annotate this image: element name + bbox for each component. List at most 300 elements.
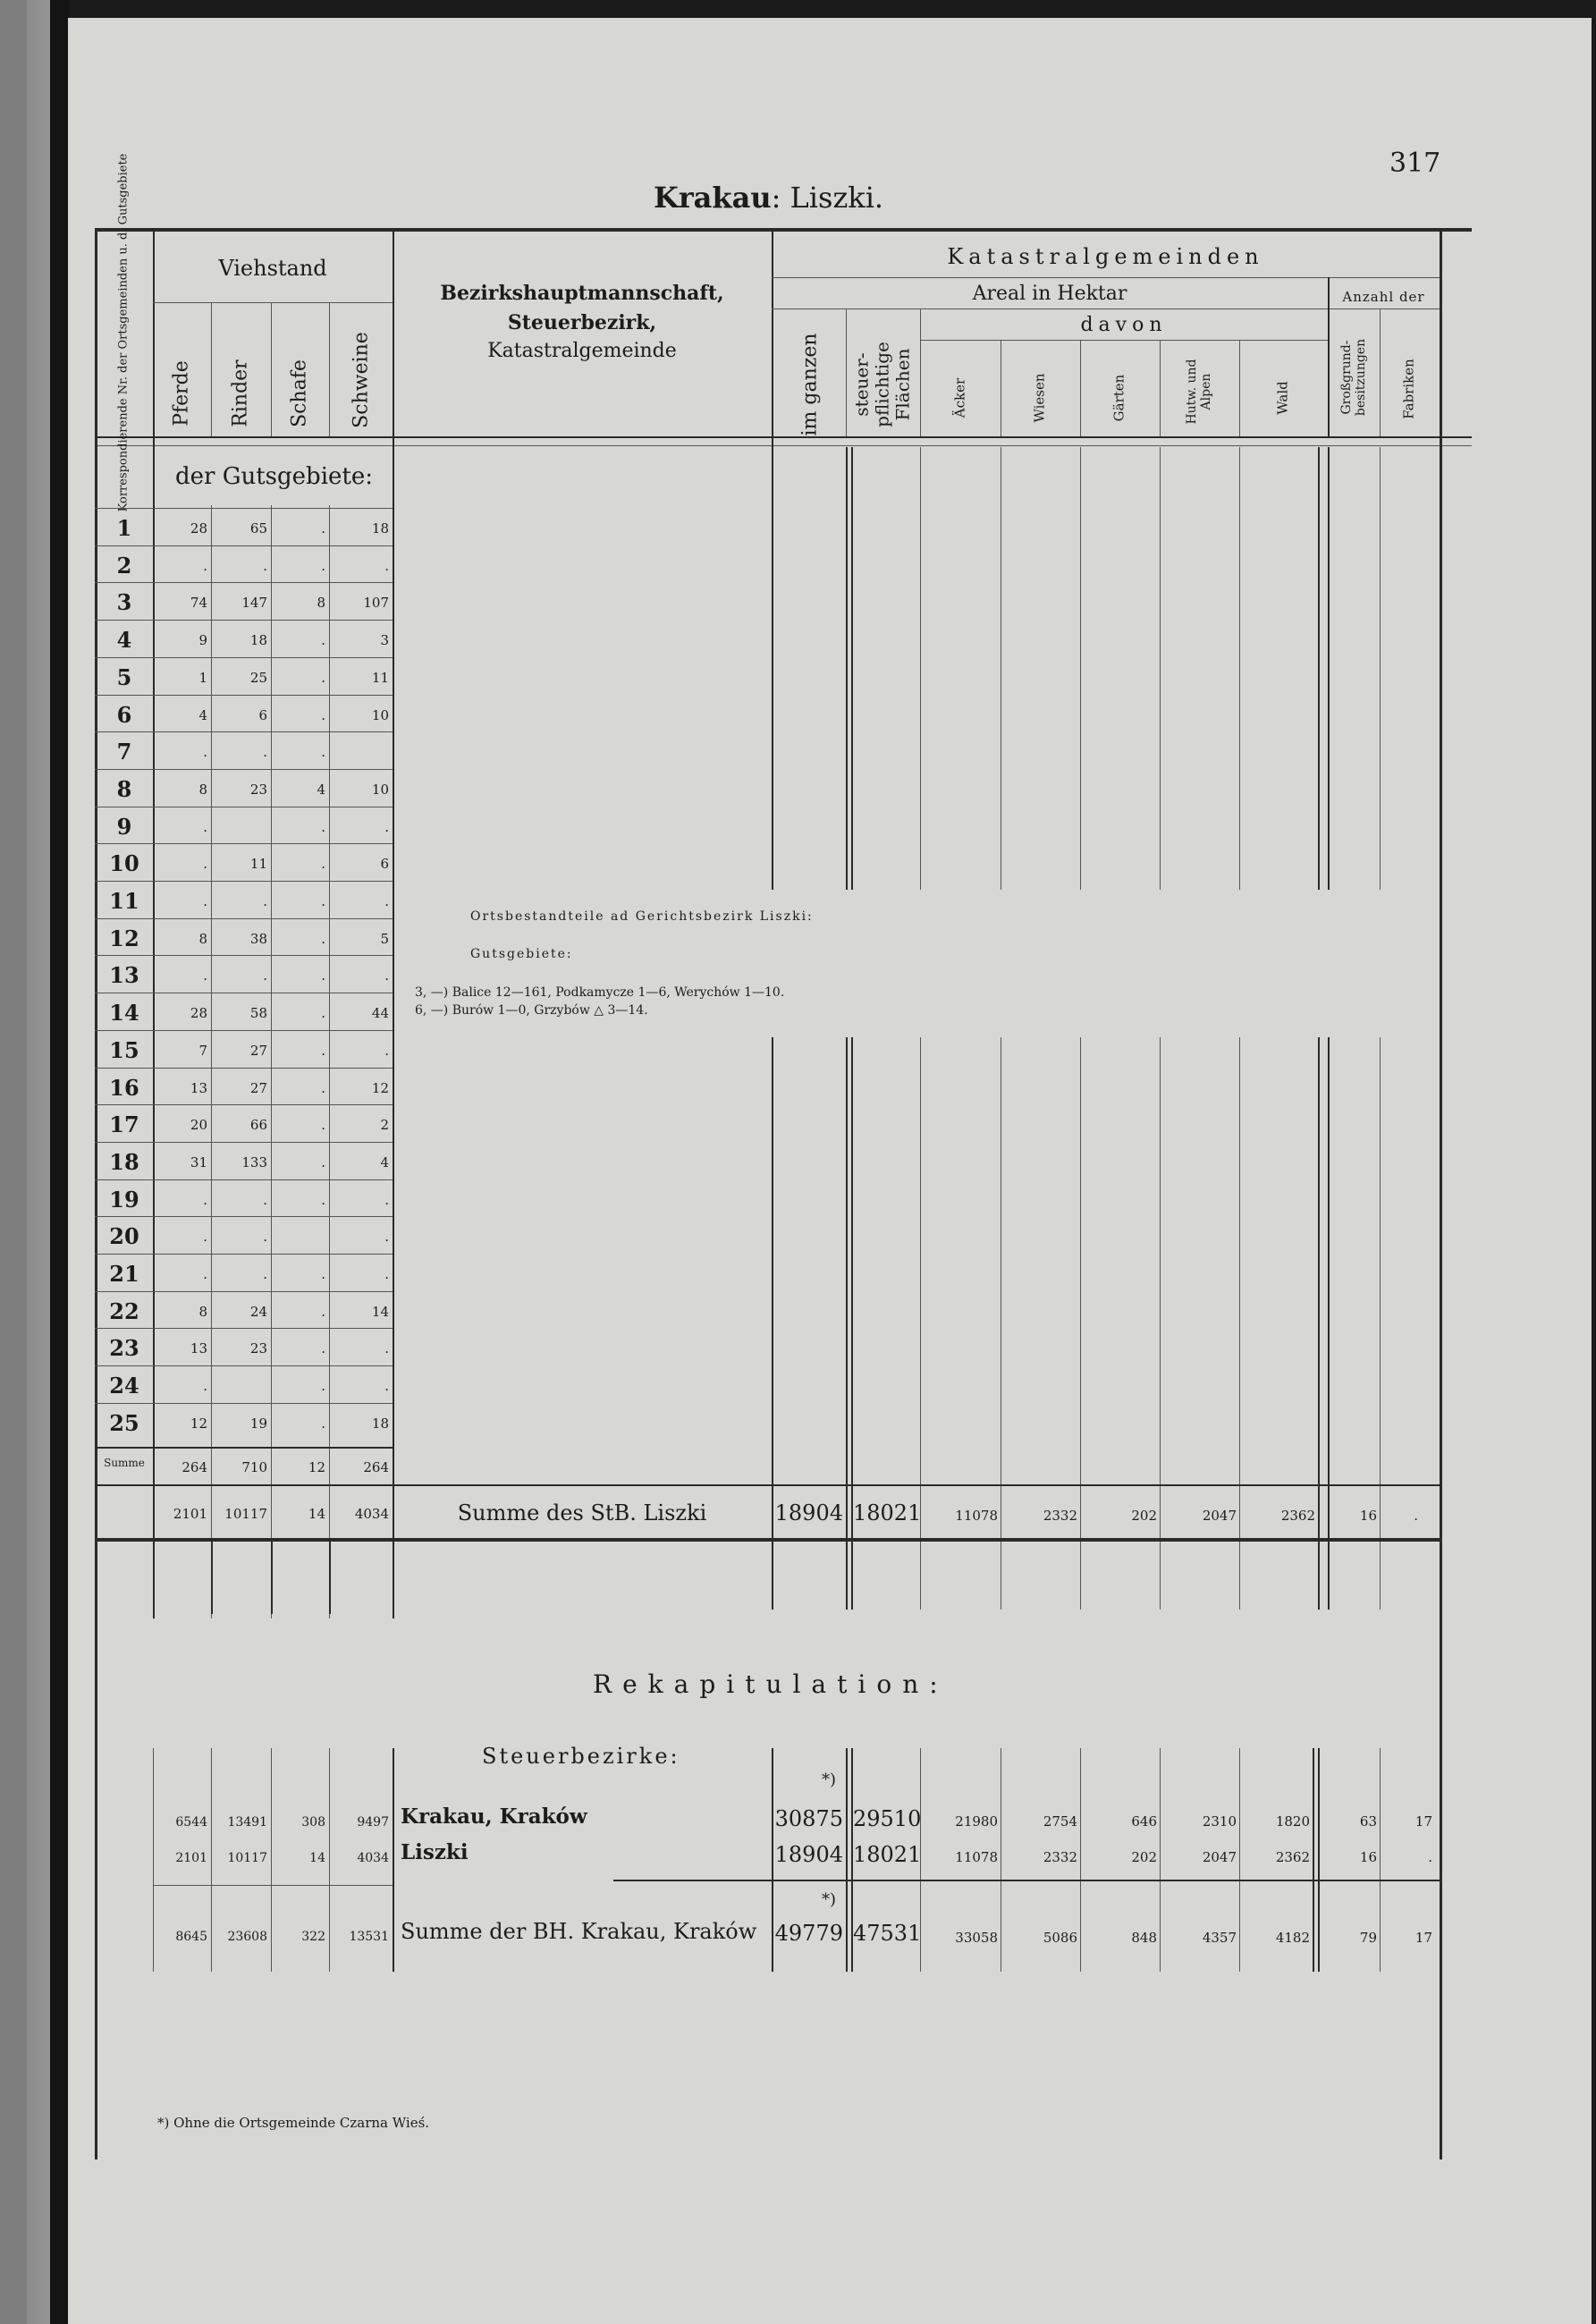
cell-schweine: . [384,819,389,835]
notes-line3: 3, —) Balice 12—161, Podkamycze 1—6, Werychów 1—10. [415,985,785,1000]
rekap-steuerpfl: 18021 [853,1842,922,1867]
cell-schweine: 11 [371,670,389,686]
table-right-border [1440,228,1442,2159]
rekap-im-ganzen: 30875 [774,1806,843,1831]
cell-schafe: . [321,1340,325,1356]
header-davon: davon [1080,314,1168,336]
rekap-total-hutw: 4357 [1202,1930,1237,1946]
cell-schweine: 44 [371,1005,389,1021]
kat-col-8 [1380,308,1381,436]
row-number: 22 [109,1298,139,1324]
stb-gaerten: 202 [1131,1508,1157,1524]
rekap-col-7 [846,1748,848,1972]
cell-schafe: . [321,1154,325,1170]
cell-pferde: . [203,819,207,835]
rekap-fabriken: 17 [1414,1813,1432,1830]
cell-rinder: . [263,1192,267,1208]
tail-col-1 [153,1538,155,1614]
row-number: 7 [116,739,132,765]
header-korr-nr: Korrespondierende Nr. der Ortsgemeinden u. d. Gutsgebiete [116,153,131,512]
cell-rinder: 58 [249,1005,267,1021]
cell-pferde: 13 [190,1340,207,1356]
kat-col-1 [846,308,847,436]
rekap-schafe: 308 [301,1815,325,1830]
body-vieh-col-1 [211,505,212,1618]
cell-rinder: . [263,558,267,574]
cell-schafe: . [321,1005,325,1021]
row-rule [95,843,393,844]
row-rule [95,1179,393,1180]
cell-pferde: 4 [198,707,207,723]
rekap-asterisk: *) [822,1770,837,1789]
row-rule [95,955,393,956]
left-page-strip [0,0,27,2324]
notes-line4: 6, —) Burów 1—0, Grzybów △ 3—14. [415,1003,648,1018]
body-col-j-lower [1380,1037,1381,1610]
body-col-g-lower [1239,1037,1240,1610]
row-number: 4 [116,627,132,653]
rekap-sum-rule-left [153,1885,393,1886]
cell-rinder: 11 [249,856,267,872]
row-rule [95,769,393,770]
cell-pferde: 28 [190,1005,207,1021]
header-bh-line1: Bezirkshauptmannschaft, [440,282,724,305]
rekap-total-gaerten: 848 [1131,1930,1157,1946]
cell-pferde: 12 [190,1416,207,1432]
row-rule [95,545,393,546]
stb-im-ganzen: 18904 [774,1500,843,1525]
stb-bottom-rule [95,1538,1440,1542]
cell-schafe: . [321,670,325,686]
section-label: der Gutsgebiete: [175,463,373,490]
rekap-gross: 16 [1359,1849,1377,1865]
summe-schafe: 12 [308,1459,325,1475]
row-number: 13 [109,962,139,988]
cell-schafe: . [321,1416,325,1432]
header-hutw: Hutw. und Alpen [1184,359,1213,425]
cell-pferde: 7 [198,1043,207,1059]
row-number: 18 [109,1149,139,1175]
vieh-col-3 [329,302,330,436]
cell-schweine: 12 [371,1080,389,1096]
cell-schweine: . [384,968,389,984]
cell-schweine: . [384,1043,389,1059]
header-schweine: Schweine [350,332,373,428]
row-rule [95,657,393,658]
cell-rinder: 133 [241,1154,267,1170]
cell-pferde: . [203,1266,207,1282]
rekap-col-6 [772,1748,773,1972]
stb-aecker: 11078 [955,1508,998,1524]
cell-rinder: 65 [249,520,267,537]
cell-schafe: . [321,1378,325,1394]
stb-schweine: 4034 [354,1506,389,1522]
stb-hutw: 2047 [1202,1508,1237,1524]
body-col-j [1380,447,1381,890]
rekap-total-gross: 79 [1359,1930,1377,1946]
rekap-aecker: 21980 [955,1813,998,1830]
row-number: 15 [109,1037,139,1063]
cell-schafe: . [321,707,325,723]
body-col-i-lower [1328,1037,1330,1610]
rekap-gaerten: 646 [1131,1813,1157,1830]
cell-schafe: 8 [317,595,325,611]
row-rule [95,1365,393,1366]
cell-schafe: . [321,1080,325,1096]
cell-schafe: . [321,1043,325,1059]
tail-col-5 [393,1538,394,1614]
rekap-schafe: 14 [309,1851,325,1865]
rekap-pferde: 6544 [175,1815,207,1830]
row-number: 3 [116,589,132,615]
cell-schweine: . [384,558,389,574]
cell-schweine: . [384,893,389,909]
notes-line2: Gutsgebiete: [470,947,573,961]
row-number: 5 [116,664,132,690]
tail-col-4 [329,1538,331,1614]
rekap-hutw: 2047 [1202,1849,1237,1865]
cell-rinder: 19 [249,1416,267,1432]
cell-schweine: 5 [380,931,389,947]
cell-rinder: 18 [249,632,267,648]
stb-top-rule [393,1484,1440,1486]
rekap-col-11 [1160,1748,1161,1972]
rekap-total-schafe: 322 [301,1930,325,1944]
row-rule [95,731,393,732]
page-title [654,181,884,215]
cell-rinder: 24 [249,1304,267,1320]
kat-col-4 [1080,340,1081,436]
tail-col-3 [271,1538,273,1614]
body-col-f-lower [1160,1037,1161,1610]
rekap-fabriken: . [1428,1849,1432,1865]
row-number: 2 [116,553,132,579]
cell-schweine: . [384,1340,389,1356]
rekap-total-pferde: 8645 [175,1930,207,1944]
row-rule [95,582,393,583]
body-col-h-lower [1318,1037,1320,1610]
body-col-e-lower [1080,1037,1081,1610]
cell-rinder: . [263,744,267,760]
body-col-e [1080,447,1081,890]
rekap-total-steuerpfl: 47531 [853,1921,922,1946]
header-bh-line3: Katastralgemeinde [487,340,677,362]
row-rule [95,1291,393,1292]
cell-rinder: 23 [249,1340,267,1356]
row-rule [95,620,393,621]
summe-label: Summe [104,1457,145,1469]
body-col-i [1328,447,1330,890]
row-rule [95,1030,393,1031]
row-number: 21 [109,1261,139,1287]
rekap-total-schweine: 13531 [349,1930,389,1944]
header-aecker: Äcker [951,377,968,418]
body-col-h [1318,447,1320,890]
kat-col-6 [1239,340,1240,436]
rekap-col-13b [1318,1748,1320,1972]
body-col-c [920,447,921,890]
summe-schweine: 264 [363,1459,389,1475]
cell-pferde: 8 [198,1304,207,1320]
vieh-col-2 [271,302,272,436]
body-col-f [1160,447,1161,890]
row-number: 10 [109,850,139,876]
rekap-schweine: 4034 [357,1851,389,1865]
rekap-title: Rekapitulation: [593,1669,949,1699]
tail-col-2 [211,1538,213,1614]
cell-pferde: . [203,558,207,574]
cell-schweine: 10 [371,782,389,798]
cell-rinder: 23 [249,782,267,798]
rekap-col-2 [211,1748,212,1972]
cell-pferde: . [203,968,207,984]
rekap-gaerten: 202 [1131,1849,1157,1865]
cell-pferde: 13 [190,1080,207,1096]
rekap-subtitle: Steuerbezirke: [482,1744,680,1769]
cell-schweine: 107 [363,595,389,611]
rekap-col-12 [1239,1748,1240,1972]
row-rule [95,1142,393,1143]
cell-pferde: 74 [190,595,207,611]
title-colon: : [771,181,781,215]
cell-pferde: 20 [190,1117,207,1133]
cell-pferde: . [203,856,207,872]
cell-rinder: 25 [249,670,267,686]
cell-schafe: . [321,1117,325,1133]
cell-schafe: . [321,819,325,835]
title-sub: Liszki. [790,181,884,215]
cell-schweine: 2 [380,1117,389,1133]
stb-rinder: 10117 [224,1506,267,1522]
table-top-rule [95,228,1472,232]
stb-steuerpfl: 18021 [853,1500,922,1525]
body-col-a [772,447,773,890]
footnote: *) Ohne die Ortsgemeinde Czarna Wieś. [157,2115,430,2131]
col-nr-right [153,228,155,1618]
cell-schafe: . [321,856,325,872]
cell-pferde: . [203,744,207,760]
cell-schafe: . [321,744,325,760]
row-number: 20 [109,1223,139,1249]
row-number: 19 [109,1187,139,1213]
cell-pferde: . [203,893,207,909]
row-number: 6 [116,702,132,728]
header-areal: Areal in Hektar [972,283,1127,305]
title-main: Krakau [654,181,772,215]
col-schweine-right [393,228,394,1618]
row-number: 14 [109,1000,139,1026]
stb-fabriken: . [1414,1508,1418,1524]
katastral-sub-rule [772,277,1440,278]
header-katastral: Katastralgemeinden [947,244,1264,269]
stb-pferde: 2101 [173,1506,207,1522]
rekap-col-1 [153,1748,154,1972]
cell-rinder: 38 [249,931,267,947]
rekap-wald: 1820 [1275,1813,1310,1830]
cell-pferde: 9 [198,632,207,648]
row-number: 25 [109,1410,139,1436]
rekap-total-asterisk: *) [822,1890,837,1909]
rekap-col-14 [1380,1748,1381,1972]
page-number: 317 [1389,148,1441,179]
cell-rinder: 66 [249,1117,267,1133]
row-rule [95,1216,393,1217]
row-rule [95,695,393,696]
body-vieh-col-3 [329,505,330,1618]
rekap-aecker: 11078 [955,1849,998,1865]
cell-schafe: . [321,1266,325,1282]
cell-schweine: 6 [380,856,389,872]
cell-schweine: . [384,1192,389,1208]
stb-wiesen: 2332 [1043,1508,1077,1524]
row-number: 24 [109,1373,139,1399]
stb-gross: 16 [1359,1508,1377,1524]
rekap-col-13 [1313,1748,1314,1972]
cell-pferde: . [203,1378,207,1394]
rekap-total-aecker: 33058 [955,1930,998,1946]
rekap-total-im-ganzen: 49779 [774,1921,843,1946]
cell-pferde: 31 [190,1154,207,1170]
rekap-total-fabriken: 17 [1414,1930,1432,1946]
row-rule [95,508,393,509]
header-steuerpfl: steuer- pflichtige Flächen [850,342,914,427]
header-anzahl: Anzahl der [1342,289,1425,305]
header-wiesen: Wiesen [1031,373,1048,423]
cell-rinder: . [263,968,267,984]
rekap-total-wald: 4182 [1275,1930,1310,1946]
header-pferde: Pferde [170,360,193,427]
cell-rinder: 27 [249,1043,267,1059]
summe-pferde: 264 [182,1459,207,1475]
cell-schafe: . [321,520,325,537]
cell-schafe: . [321,632,325,648]
rekap-total-wiesen: 5086 [1043,1930,1077,1946]
rekap-label: Liszki [401,1840,469,1864]
header-bh-line2: Steuerbezirk, [507,311,657,334]
row-number: 1 [116,515,132,541]
cell-schafe: . [321,931,325,947]
cell-pferde: 8 [198,782,207,798]
row-rule [95,1328,393,1329]
rekap-gross: 63 [1359,1813,1377,1830]
row-number: 17 [109,1111,139,1137]
cell-schweine: 18 [371,1416,389,1432]
cell-rinder: 147 [241,595,267,611]
cell-schafe: . [321,1304,325,1320]
row-rule [95,1068,393,1069]
rekap-wald: 2362 [1275,1849,1310,1865]
body-col-g [1239,447,1240,890]
summe-top-rule [95,1447,393,1449]
cell-schafe: . [321,893,325,909]
rekap-col-4 [329,1748,330,1972]
rekap-col-5 [393,1748,394,1972]
body-col-b-lower [846,1037,848,1610]
header-rinder: Rinder [229,359,252,427]
rekap-wiesen: 2332 [1043,1849,1077,1865]
rekap-label: Krakau, Kraków [401,1804,587,1829]
row-number: 12 [109,925,139,951]
row-number: 8 [116,776,132,802]
row-number: 23 [109,1335,139,1361]
header-bottom-rule-2 [95,445,1472,446]
cell-rinder: . [263,893,267,909]
header-grossgrund: Großgrund- besitzungen [1338,338,1368,417]
cell-schweine: . [384,1229,389,1245]
cell-pferde: 1 [198,670,207,686]
stb-wald: 2362 [1280,1508,1315,1524]
cell-rinder: . [263,1229,267,1245]
body-col-b [846,447,848,890]
rekap-schweine: 9497 [357,1815,389,1830]
header-fabriken: Fabriken [1400,359,1417,419]
header-wald: Wald [1274,381,1291,415]
cell-schweine: 4 [380,1154,389,1170]
rekap-pferde: 2101 [175,1851,207,1865]
rekap-wiesen: 2754 [1043,1813,1077,1830]
page [68,18,1592,2324]
rekap-rinder: 10117 [227,1851,267,1865]
header-schafe: Schafe [288,359,311,427]
rekap-sum-rule [613,1880,1440,1881]
cell-schweine: 3 [380,632,389,648]
cell-schafe: . [321,968,325,984]
areal-sub-rule [772,308,1440,309]
cell-schafe: . [321,1192,325,1208]
notes-line1: Ortsbestandteile ad Gerichtsbezirk Liszki: [470,909,814,924]
cell-pferde: 28 [190,520,207,537]
header-viehstand: Viehstand [218,256,327,281]
rekap-col-3 [271,1748,272,1972]
cell-pferde: 8 [198,931,207,947]
body-col-a-lower [772,1037,773,1610]
stb-schafe: 14 [308,1506,325,1522]
row-rule [95,881,393,882]
cell-schweine: . [384,1378,389,1394]
row-number: 11 [109,888,139,914]
cell-rinder: 27 [249,1080,267,1096]
row-rule [95,1254,393,1255]
cell-pferde: . [203,1229,207,1245]
rekap-steuerpfl: 29510 [853,1806,922,1831]
body-vieh-col-2 [271,505,272,1618]
header-bottom-rule [95,436,1472,438]
kat-col-5 [1160,340,1161,436]
stb-label: Summe des StB. Liszki [457,1500,707,1525]
row-number: 16 [109,1075,139,1101]
body-col-b2 [851,447,853,890]
rekap-hutw: 2310 [1202,1813,1237,1830]
vieh-col-1 [211,302,212,436]
book-gutter [50,0,70,2324]
summe-bottom-rule [95,1484,393,1486]
cell-pferde: . [203,1192,207,1208]
rekap-rinder: 13491 [227,1815,267,1830]
row-number: 9 [116,814,132,840]
row-rule [95,918,393,919]
rekap-total-label: Summe der BH. Krakau, Kraków [401,1919,757,1944]
rekap-total-rinder: 23608 [227,1930,267,1944]
row-rule [95,1403,393,1404]
summe-rinder: 710 [241,1459,267,1475]
header-im-ganzen: im ganzen [798,333,822,436]
cell-rinder: 6 [258,707,267,723]
header-gaerten: Gärten [1110,374,1127,422]
cell-schweine: . [384,1266,389,1282]
cell-schweine: 18 [371,520,389,537]
row-rule [95,1104,393,1105]
cell-schafe: 4 [317,782,325,798]
